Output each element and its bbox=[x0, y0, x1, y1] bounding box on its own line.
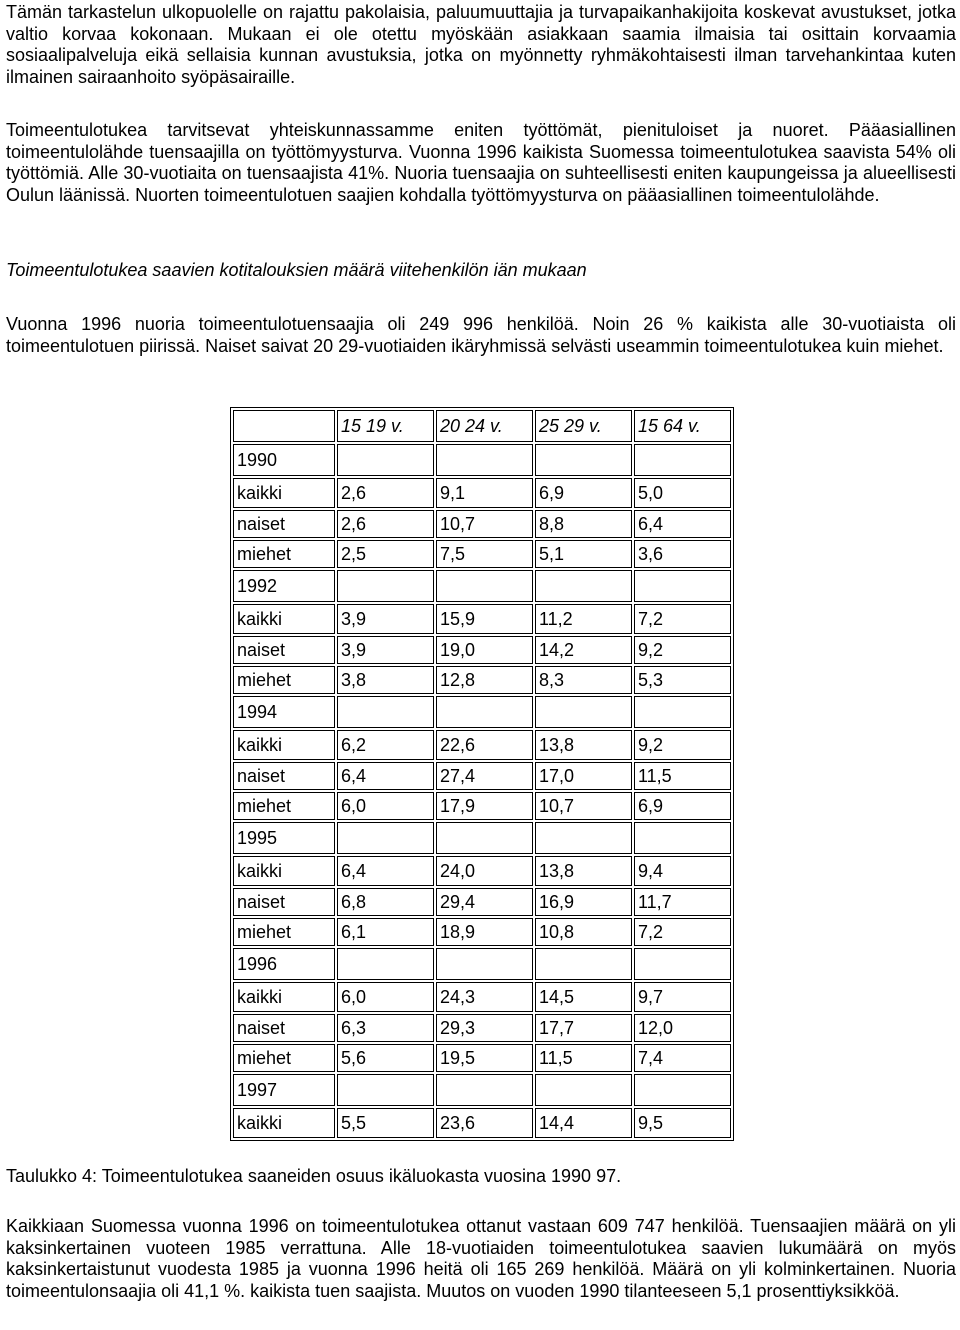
unemployment-paragraph: Toimeentulotukea tarvitsevat yhteiskunnassamme eniten työttömät, pienituloiset ja nuoret. Pääasiallinen toimeentulolähde tuensaajilla on työttömyysturva. Vuonna 1996 kaikista Suomessa toimeentulotukea saavista 54% oli työttömiä. Alle 30-vuotiaita on tuensaajista 41%. Nuoria tuensaajia on suhteellisesti eniten kaupungeissa ja alueellisesti Oulun läänissä. Nuorten toimeentulotuen saajien kohdalla työttömyysturva on pääasiallinen toimeentulolähde. bbox=[6, 120, 956, 205]
table-row bbox=[233, 730, 731, 760]
age-group-header: 20 24 v. bbox=[436, 410, 533, 442]
header-corner-cell bbox=[233, 410, 335, 442]
empty-cell bbox=[535, 948, 632, 980]
table-row bbox=[233, 604, 731, 634]
row-label: kaikki bbox=[233, 478, 335, 508]
value-cell: 24,3 bbox=[436, 982, 533, 1012]
value-cell: 7,2 bbox=[634, 918, 731, 946]
empty-cell bbox=[535, 444, 632, 476]
value-cell: 2,6 bbox=[337, 478, 434, 508]
value-cell: 7,2 bbox=[634, 604, 731, 634]
value-cell: 5,0 bbox=[634, 478, 731, 508]
value-cell: 10,7 bbox=[436, 510, 533, 538]
row-label: kaikki bbox=[233, 604, 335, 634]
value-cell: 18,9 bbox=[436, 918, 533, 946]
empty-cell bbox=[337, 822, 434, 854]
year-row bbox=[233, 444, 731, 476]
value-cell: 9,4 bbox=[634, 856, 731, 886]
value-cell: 6,2 bbox=[337, 730, 434, 760]
empty-cell bbox=[436, 570, 533, 602]
value-cell: 19,0 bbox=[436, 636, 533, 664]
row-label: miehet bbox=[233, 792, 335, 820]
value-cell: 11,5 bbox=[634, 762, 731, 790]
empty-cell bbox=[535, 570, 632, 602]
row-label: miehet bbox=[233, 918, 335, 946]
empty-cell bbox=[535, 696, 632, 728]
age-group-header: 15 64 v. bbox=[634, 410, 731, 442]
year-row bbox=[233, 570, 731, 602]
table-row bbox=[233, 918, 731, 946]
value-cell: 2,5 bbox=[337, 540, 434, 568]
value-cell: 13,8 bbox=[535, 730, 632, 760]
empty-cell bbox=[535, 822, 632, 854]
empty-cell bbox=[337, 444, 434, 476]
value-cell: 17,9 bbox=[436, 792, 533, 820]
year-row bbox=[233, 948, 731, 980]
empty-cell bbox=[337, 948, 434, 980]
table-row bbox=[233, 510, 731, 538]
table-row bbox=[233, 1108, 731, 1138]
value-cell: 14,5 bbox=[535, 982, 632, 1012]
value-cell: 19,5 bbox=[436, 1044, 533, 1072]
value-cell: 23,6 bbox=[436, 1108, 533, 1138]
empty-cell bbox=[436, 444, 533, 476]
value-cell: 15,9 bbox=[436, 604, 533, 634]
row-label: kaikki bbox=[233, 730, 335, 760]
table-row bbox=[233, 636, 731, 664]
year-row bbox=[233, 822, 731, 854]
empty-cell bbox=[436, 822, 533, 854]
value-cell: 10,8 bbox=[535, 918, 632, 946]
value-cell: 5,3 bbox=[634, 666, 731, 694]
value-cell: 12,0 bbox=[634, 1014, 731, 1042]
value-cell: 12,8 bbox=[436, 666, 533, 694]
value-cell: 7,5 bbox=[436, 540, 533, 568]
value-cell: 6,8 bbox=[337, 888, 434, 916]
empty-cell bbox=[436, 948, 533, 980]
value-cell: 16,9 bbox=[535, 888, 632, 916]
value-cell: 27,4 bbox=[436, 762, 533, 790]
value-cell: 3,9 bbox=[337, 636, 434, 664]
value-cell: 29,3 bbox=[436, 1014, 533, 1042]
value-cell: 7,4 bbox=[634, 1044, 731, 1072]
row-label: miehet bbox=[233, 1044, 335, 1072]
year-label: 1995 bbox=[233, 822, 335, 854]
value-cell: 6,0 bbox=[337, 792, 434, 820]
value-cell: 9,5 bbox=[634, 1108, 731, 1138]
value-cell: 17,7 bbox=[535, 1014, 632, 1042]
table-row bbox=[233, 982, 731, 1012]
row-label: miehet bbox=[233, 540, 335, 568]
empty-cell bbox=[634, 948, 731, 980]
year-label: 1994 bbox=[233, 696, 335, 728]
youth-paragraph: Vuonna 1996 nuoria toimeentulotuensaajia oli 249 996 henkilöä. Noin 26 % kaikista alle 30-vuotiaista oli toimeentulotuen piirissä. Naiset saivat 20 29-vuotiaiden ikäryhmissä selvästi useammin toimeentulotukea kuin miehet. bbox=[6, 314, 956, 356]
row-label: naiset bbox=[233, 762, 335, 790]
value-cell: 14,2 bbox=[535, 636, 632, 664]
value-cell: 22,6 bbox=[436, 730, 533, 760]
row-label: naiset bbox=[233, 1014, 335, 1042]
value-cell: 9,2 bbox=[634, 730, 731, 760]
value-cell: 6,3 bbox=[337, 1014, 434, 1042]
value-cell: 10,7 bbox=[535, 792, 632, 820]
value-cell: 11,7 bbox=[634, 888, 731, 916]
summary-paragraph: Kaikkiaan Suomessa vuonna 1996 on toimeentulotukea ottanut vastaan 609 747 henkilöä. Tuensaajien määrä on yli kaksinkertainen vuoteen 1985 verrattuna. Alle 18-vuotiaiden toimeentulotukea saavien lukumäärä on myös kaksinkertaistunut vuodesta 1985 ja vuonna 1996 heitä oli 165 269 henkilöä. Määrä on yli kolminkertainen. Nuoria toimeentulonsaajia oli 41,1 %. kaikista tuen saajista. Muutos on vuoden 1990 tilanteeseen 5,1 prosenttiyksikköä. bbox=[6, 1216, 956, 1301]
empty-cell bbox=[436, 1074, 533, 1106]
empty-cell bbox=[535, 1074, 632, 1106]
empty-cell bbox=[634, 570, 731, 602]
value-cell: 3,6 bbox=[634, 540, 731, 568]
table-row bbox=[233, 1044, 731, 1072]
row-label: naiset bbox=[233, 636, 335, 664]
value-cell: 17,0 bbox=[535, 762, 632, 790]
row-label: kaikki bbox=[233, 856, 335, 886]
table-caption: Taulukko 4: Toimeentulotukea saaneiden osuus ikäluokasta vuosina 1990 97. bbox=[6, 1166, 622, 1186]
value-cell: 6,4 bbox=[634, 510, 731, 538]
table-row bbox=[233, 792, 731, 820]
table-row bbox=[233, 762, 731, 790]
value-cell: 6,9 bbox=[535, 478, 632, 508]
age-group-header: 15 19 v. bbox=[337, 410, 434, 442]
value-cell: 6,0 bbox=[337, 982, 434, 1012]
table-row bbox=[233, 1014, 731, 1042]
value-cell: 9,2 bbox=[634, 636, 731, 664]
row-label: miehet bbox=[233, 666, 335, 694]
year-row bbox=[233, 1074, 731, 1106]
value-cell: 6,1 bbox=[337, 918, 434, 946]
value-cell: 29,4 bbox=[436, 888, 533, 916]
value-cell: 11,5 bbox=[535, 1044, 632, 1072]
year-label: 1992 bbox=[233, 570, 335, 602]
value-cell: 11,2 bbox=[535, 604, 632, 634]
table-header-row bbox=[233, 410, 731, 442]
value-cell: 3,8 bbox=[337, 666, 434, 694]
value-cell: 8,8 bbox=[535, 510, 632, 538]
value-cell: 5,5 bbox=[337, 1108, 434, 1138]
value-cell: 13,8 bbox=[535, 856, 632, 886]
table-row bbox=[233, 856, 731, 886]
empty-cell bbox=[634, 444, 731, 476]
year-row bbox=[233, 696, 731, 728]
empty-cell bbox=[337, 1074, 434, 1106]
value-cell: 9,1 bbox=[436, 478, 533, 508]
row-label: naiset bbox=[233, 510, 335, 538]
empty-cell bbox=[634, 1074, 731, 1106]
intro-paragraph: Tämän tarkastelun ulkopuolelle on rajattu pakolaisia, paluumuuttajia ja turvapaikanhakijoita koskevat avustukset, jotka valtio korvaa kokonaan. Mukaan ei ole otettu myöskään asiakkaan saamia ilmaisia tai osittain korvaamia sosiaalipalveluja eikä sellaisia kunnan avustuksia, jotka on myönnetty ryhmäkohtaisesti ilman tarvehankintaa kuten ilmainen sairaanhoito syöpäsairaille. bbox=[6, 2, 956, 87]
row-label: kaikki bbox=[233, 982, 335, 1012]
value-cell: 5,6 bbox=[337, 1044, 434, 1072]
value-cell: 14,4 bbox=[535, 1108, 632, 1138]
value-cell: 2,6 bbox=[337, 510, 434, 538]
age-group-header: 25 29 v. bbox=[535, 410, 632, 442]
value-cell: 3,9 bbox=[337, 604, 434, 634]
table-row bbox=[233, 540, 731, 568]
row-label: naiset bbox=[233, 888, 335, 916]
value-cell: 8,3 bbox=[535, 666, 632, 694]
year-label: 1997 bbox=[233, 1074, 335, 1106]
year-label: 1996 bbox=[233, 948, 335, 980]
empty-cell bbox=[337, 696, 434, 728]
year-label: 1990 bbox=[233, 444, 335, 476]
row-label: kaikki bbox=[233, 1108, 335, 1138]
value-cell: 9,7 bbox=[634, 982, 731, 1012]
value-cell: 6,9 bbox=[634, 792, 731, 820]
table-row bbox=[233, 478, 731, 508]
value-cell: 5,1 bbox=[535, 540, 632, 568]
empty-cell bbox=[436, 696, 533, 728]
value-cell: 24,0 bbox=[436, 856, 533, 886]
section-heading: Toimeentulotukea saavien kotitalouksien määrä viitehenkilön iän mukaan bbox=[6, 260, 587, 280]
table-row bbox=[233, 666, 731, 694]
empty-cell bbox=[634, 822, 731, 854]
value-cell: 6,4 bbox=[337, 762, 434, 790]
value-cell: 6,4 bbox=[337, 856, 434, 886]
empty-cell bbox=[337, 570, 434, 602]
empty-cell bbox=[634, 696, 731, 728]
age-share-table bbox=[230, 407, 734, 1141]
table-row bbox=[233, 888, 731, 916]
